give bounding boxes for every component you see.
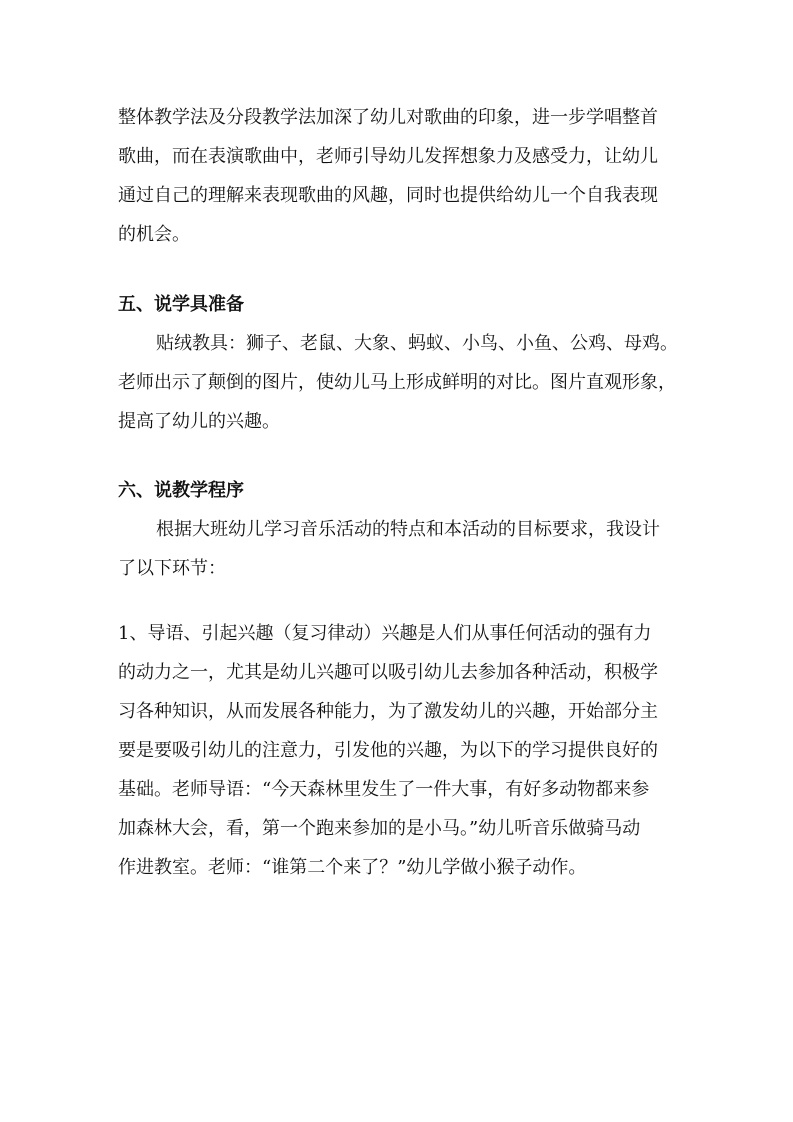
- list-item-line: 加森林大会，看，第一个跑来参加的是小马。”幼儿听音乐做骑马动: [118, 818, 641, 839]
- paragraph-line: 提高了幼儿的兴趣。: [118, 411, 280, 432]
- list-item-line: 要是要吸引幼儿的注意力，引发他的兴趣，为以下的学习提供良好的: [118, 740, 658, 761]
- paragraph-line: 整体教学法及分段教学法加深了幼儿对歌曲的印象，进一步学唱整首: [118, 107, 658, 128]
- section-heading: 五、说学具准备: [118, 294, 244, 315]
- paragraph-line: 了以下环节：: [118, 558, 226, 579]
- paragraph-line: 的机会。: [118, 224, 190, 245]
- list-item-line: 作进教室。老师：“谁第二个来了？”幼儿学做小猴子动作。: [118, 857, 587, 878]
- paragraph-line: 贴绒教具：狮子、老鼠、大象、蚂蚁、小鸟、小鱼、公鸡、母鸡。: [156, 333, 678, 354]
- list-item-line: 基础。老师导语：“今天森林里发生了一件大事，有好多动物都来参: [118, 779, 650, 800]
- section-heading: 六、说教学程序: [118, 480, 244, 501]
- list-item-line: 习各种知识，从而发展各种能力，为了激发幼儿的兴趣，开始部分主: [118, 701, 658, 722]
- list-item-line: 的动力之一，尤其是幼儿兴趣可以吸引幼儿去参加各种活动，积极学: [118, 662, 658, 683]
- list-item-line: 1、导语、引起兴趣（复习律动）兴趣是人们从事任何活动的强有力: [118, 623, 652, 644]
- paragraph-line: 老师出示了颠倒的图片，使幼儿马上形成鲜明的对比。图片直观形象，: [118, 372, 676, 393]
- paragraph-line: 歌曲，而在表演歌曲中，老师引导幼儿发挥想象力及感受力，让幼儿: [118, 146, 658, 167]
- paragraph-line: 根据大班幼儿学习音乐活动的特点和本活动的目标要求，我设计: [156, 519, 660, 540]
- paragraph-line: 通过自己的理解来表现歌曲的风趣，同时也提供给幼儿一个自我表现: [118, 185, 658, 206]
